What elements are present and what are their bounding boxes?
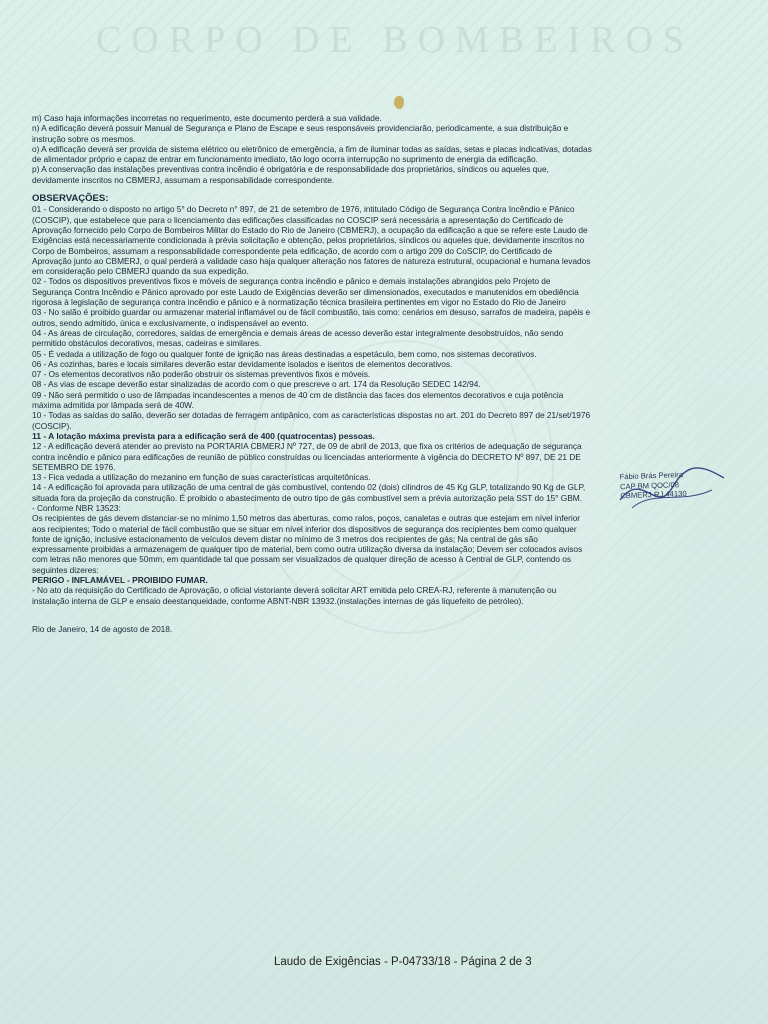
warning-sign-text: PERIGO - INFLAMÁVEL - PROIBIDO FUMAR. xyxy=(32,575,208,586)
observation-08: 08 - As vias de escape deverão estar sinalizadas de acordo com o que prescreve o art. 174 da Resolução SEDEC 142/94. xyxy=(32,379,481,390)
observation-14: 14 - A edificação foi aprovada para utilização de uma central de gás combustível, contendo 02 (dois) cilindros de 45 Kg GLP, totalizando 90 Kg de GLP, situada fora da projeção da construção. É proibido o abastecimento de outro tipo de gás combustível sem a prévia autorização pela SST do 15° GBM. xyxy=(32,482,586,503)
observation-01: 01 - Considerando o disposto no artigo 5° do Decreto n° 897, de 21 de setembro de 1976, intitulado Código de Segurança Contra Incêndio e Pânico (COSCIP), que estabelece que para o licenciamento das edificações classificadas no COSCIP será necessária a apresentação do Certificado de Aprovação fornecido pelo Corpo de Bombeiros Militar do Estado do Rio de Janeiro (CBMERJ), a ocupação da edificação a que se refere este Laudo de Exigências está necessariamente condicionada à prévia solicitação e obtenção, pelos proprietários, síndicos ou aqueles que, devidamente inscritos no Corpo de Bombeiros, assumam a responsabilidade correspondente pela edificação, de acordo com o artigo 209 do CoSCIP, do Certificado de Aprovação junto ao CBMERJ, o qual perderá a validade caso haja qualquer alteração nos fatores de natureza estrutural, ocupacional e humana levados em consideração pelo CBMERJ quando da sua expedição. xyxy=(32,204,591,277)
observations-heading: OBSERVAÇÕES: xyxy=(32,193,109,205)
stamp-id: CBMERJ-RJ 44130 xyxy=(620,489,687,501)
observation-04: 04 - As áreas de circulação, corredores, saídas de emergência e demais áreas de acesso deverão estar integralmente desobstruídos, não sendo permitido obstáculos decorativos, mesas, cadeiras e similares. xyxy=(32,327,564,349)
body-text xyxy=(32,113,592,634)
observation-06: 06 - As cozinhas, bares e locais similares deverão estar devidamente isolados e isentos de elementos decorativos. xyxy=(32,358,453,369)
art-note: - No ato da requisição do Certificado de Aprovação, o oficial vistoriante deverá solicitar ART emitida pelo CREA-RJ, referente à manutenção ou instalação interna de GLP e ensaio deestanqueidade, conforme ABNT-NBR 13932.(instalações internas de gás liquefeito de petróleo). xyxy=(32,585,557,606)
gas-requirements: Os recipientes de gás devem distanciar-se no mínimo 1,50 metros das aberturas, como ralos, poços, canaletas e outras que estejam em nível inferior aos recipientes; Todo o material de fácil combustão que se situar em nível inferior dos dispositivos de segurança dos recipientes bem como qualquer fonte de ignição, inclusive estacionamento de veículos devem distar no mínimo de 3 metros dos recipientes de gás; Na central de gás são expressamente proibidas a armazenagem de qualquer tipo de material, bem como outra utilização diversa da instalação; Devem ser colocados avisos com letras não menores que 50mm, em quantidade tal que possam ser visualizados de qualquer direção de acesso à Central de GLP, contendo os seguintes dizeres: xyxy=(32,513,583,575)
nbr-reference: - Conforme NBR 13523: xyxy=(32,502,121,513)
observation-07: 07 - Os elementos decorativos não poderão obstruir os sistemas preventivos fixos e móveis. xyxy=(32,369,371,380)
clause-o: o) A edificação deverá ser provida de sistema elétrico ou eletrônico de emergência, a fim de iluminar todas as saídas, setas e placas indicativas, dotadas de alimentador próprio e capaz de entrar em funcionamento imediato, tão logo ocorra interrupção no suprimento de energia da edificação. xyxy=(32,143,592,165)
officer-stamp xyxy=(620,468,751,501)
observation-12: 12 - A edificação deverá atender ao previsto na PORTARIA CBMERJ Nº 727, de 09 de abril de 2013, que fixa os critérios de adequação de segurança contra incêndio e pânico para edificações de reunião de público construídas ou licenciadas anteriormente à vigência do DECRETO Nº 897, DE 21 DE SETEMBRO DE 1976. xyxy=(32,441,582,472)
stamp-name: Fábio Brás Pereira xyxy=(619,470,684,482)
clause-m: m) Caso haja informações incorretas no requerimento, este documento perderá a sua validade. xyxy=(32,113,382,123)
observation-02: 02 - Todos os dispositivos preventivos fixos e móveis de segurança contra incêndio e pânico e demais instalações abrangidos pelo Projeto de Segurança Contra Incêndio e Pânico aprovado por este Laudo de Exigências deverão ser dimensionados, executados e manutenidos em obediência rigorosa à legislação de segurança contra incêndio e pânico e à normatização técnica brasileira pertinentes em vigor no Estado do Rio de Janeiro xyxy=(32,276,579,308)
paper-stain xyxy=(394,96,404,109)
clause-n: n) A edificação deverá possuir Manual de Segurança e Plano de Escape e seus responsáveis providenciarão, periodicamente, a sua distribuição e instrução sobre os mesmos. xyxy=(32,123,569,144)
observation-05: 05 - É vedada a utilização de fogo ou qualquer fonte de ignição nas áreas destinadas a espetáculo, bem como, nos sistemas decorativos. xyxy=(32,348,537,359)
stamp-rank: CAP BM QOC/08 xyxy=(619,479,680,491)
watermark-header: CORPO DE BOMBEIROS xyxy=(95,19,695,61)
page-footer: Laudo de Exigências - P-04733/18 - Página 2 de 3 xyxy=(274,956,532,968)
observation-10: 10 - Todas as saídas do salão, deverão ser dotadas de ferragem antipânico, com as características dispostas no art. 201 do Decreto 897 de 21/set/1976 (COSCIP). xyxy=(32,410,591,431)
observation-13: 13 - Fica vedada a utilização do mezanino em função de suas características arquitetônicas. xyxy=(32,472,371,483)
observation-09: 09 - Não será permitido o uso de lâmpadas incandescentes a menos de 40 cm de distância das faces dos elementos decorativos e cuja potência máxima admitida por lâmpada será de 40W. xyxy=(32,389,564,411)
observation-11-capacity: 11 - A lotação máxima prevista para a edificação será de 400 (quatrocentas) pessoas. xyxy=(32,430,375,441)
date-line: Rio de Janeiro, 14 de agosto de 2018. xyxy=(32,623,173,634)
clause-p: p) A conservação das instalações preventivas contra incêndio é obrigatória e de responsabilidade dos proprietários, síndicos ou aqueles que, devidamente inscritos no CBMERJ, assumam a responsabilidade correspondente. xyxy=(32,164,549,185)
observation-03: 03 - No salão é proibido guardar ou armazenar material inflamável ou de fácil combustão, tais como: cenários em desuso, sarrafos de madeira, papéis e outros, sendo admitido, única e exclusivamente, o indispensável ao evento. xyxy=(32,307,591,328)
